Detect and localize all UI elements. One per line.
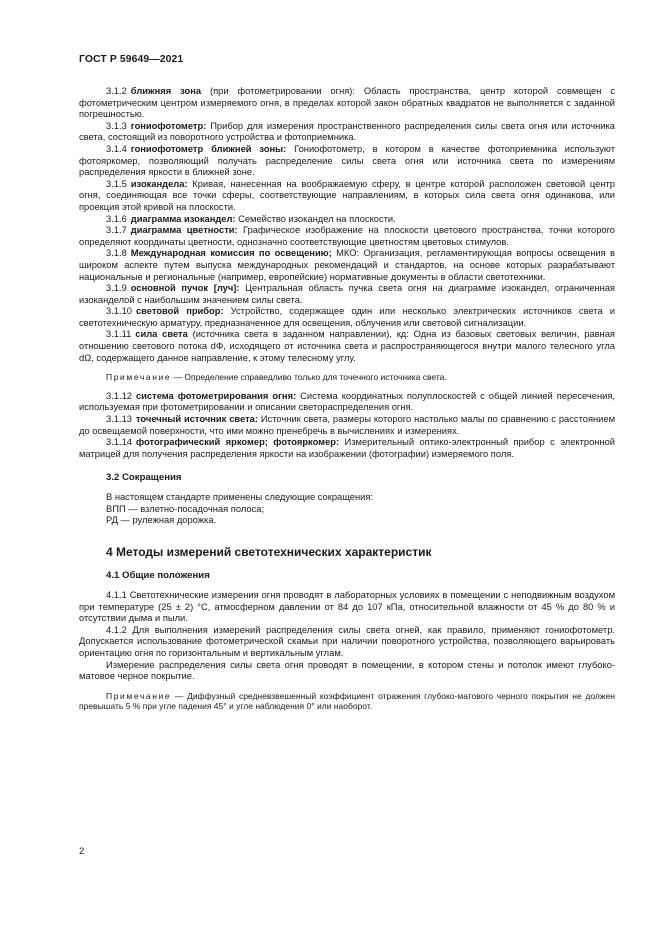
definition-text: Графическое изображение на плоскости цветового пространства, точки которого определяют координаты цветности, однозначно соответствующие цветностям цветовых стимулов. <box>79 225 615 247</box>
definition-term: Международная комиссия по освещению; <box>130 248 332 259</box>
definition <box>79 391 615 414</box>
definition-number: 3.1.10 <box>106 306 132 317</box>
paragraph: 4.1.1 Светотехнические измерения огня проводят в лабораторных условиях в помещении с неподвижным воздухом при температуре (25 ± 2) °С, атмосферном давлении от 84 до 107 кПа, относительной влажности от 45 % до 80 % и отсутствии дыма и пыли. <box>79 589 615 624</box>
definition <box>79 248 615 283</box>
definition-term: световой прибор: <box>135 306 224 317</box>
definition-term: система фотометрирования огня: <box>135 390 297 401</box>
definition-number: 3.1.7 <box>106 225 127 236</box>
paragraph: Измерение распределения силы света огня проводят в помещении, в котором стены и потолок имеют глубоко-матовое черное покрытие. <box>79 659 615 682</box>
definition-term: диаграмма цветности: <box>130 225 238 236</box>
note <box>79 691 615 712</box>
paragraph: 4.1.2 Для выполнения измерений распределения силы света огней, как правило, применяют гониофотометр. Допускается использование фотометрической скамьи при наличии поворотного устройства, позволяющего варьировать ориентацию огня по горизонтальным и вертикальным углам. <box>79 624 615 658</box>
note-label: Примечание <box>106 690 172 701</box>
definition-number: 3.1.11 <box>106 329 132 340</box>
abbreviation-item: ВПП — взлетно-посадочная полоса; <box>106 503 265 514</box>
definition <box>79 283 615 306</box>
definition-number: 3.1.5 <box>106 178 127 189</box>
definition-term: диаграмма изокандел: <box>130 213 236 224</box>
definitions-list-b <box>79 391 615 461</box>
definition-number: 3.1.6 <box>106 213 127 224</box>
definition-number: 3.1.12 <box>106 390 132 401</box>
definition-number: 3.1.3 <box>106 120 127 131</box>
definition-number: 3.1.9 <box>106 283 127 294</box>
definition-term: сила света <box>135 329 188 340</box>
definition-number: 3.1.13 <box>106 414 132 425</box>
document-body <box>79 86 615 712</box>
note <box>79 372 615 383</box>
definition-text: Источник света, размеры которого настолько малы по сравнению с расстоянием до освещаемой поверхности, что ими можно пренебречь в вычислениях и измерениях. <box>79 414 616 436</box>
abbreviations-intro: В настоящем стандарте применены следующие сокращения: <box>106 492 374 502</box>
page-number: 2 <box>79 846 85 857</box>
definition <box>79 179 615 214</box>
definition-term: фотографический яркомер; фотояркомер: <box>135 437 340 448</box>
definition <box>79 437 615 460</box>
definition-number: 3.1.8 <box>106 248 127 259</box>
note-text: — Определение справедливо только для точечного источника света. <box>171 372 447 383</box>
definition-text: МКО: Организация, регламентирующая вопросы освещения в широком аспекте путем выпуска международных рекомендаций и стандартов, на основе которых разрабатывают национальные и региональные (например, европейские) нормативные документы в области светотехники. <box>79 248 615 282</box>
definition-text: Семейство изокандел на плоскости. <box>235 213 396 224</box>
definition <box>79 225 615 248</box>
subsection-heading: 4.1 Общие положения <box>106 570 210 582</box>
definitions-list-a <box>79 86 615 364</box>
note-text: — Диффузный средневзвешенный коэффициент отражения глубоко-матового черного покрытия не должен превышать 5 % при угле падения 45° и угле наблюдения 0° или наоборот. <box>79 690 615 712</box>
definition-number: 3.1.2 <box>106 86 127 96</box>
section-heading: 3.2 Сокращения <box>106 472 182 484</box>
definition <box>79 121 615 144</box>
definition <box>79 86 615 121</box>
definition-text: Прибор для измерения пространственного распределения силы света огня или источника света, состоящий из поворотного устройства и фотоприемника. <box>79 120 615 143</box>
definition-text: Устройство, содержащее один или несколько электрических источников света и светотехническую арматуру, предназначенное для освещения, облучения или световой сигнализации. <box>79 306 615 328</box>
definition-term: гониофотометр: <box>130 120 207 131</box>
definition-number: 3.1.4 <box>106 143 127 154</box>
definition-term: изокандела: <box>130 178 188 189</box>
definition-text: Измерительный оптико-электронный прибор с электронной матрицей для получения распределения яркости на изображении (фотографии) измеряемого поля. <box>79 437 616 459</box>
definition-text: (источника света в заданном направлении), кд: Одна из базовых световых величин, равная отношению светового потока dΦ, исходящего от источника света и распространяющегося внутри малого телесного угла dΩ, содержащего данное направление, к этому телесному углу. <box>79 329 615 363</box>
definition-number: 3.1.14 <box>106 437 132 448</box>
definition-text: (при фотометрировании огня): Область пространства, центр которой совмещен с фотометрическим центром измеряемого огня, в пределах которой закон обратных квадратов не выполняется с заданной погрешностью. <box>79 86 615 120</box>
definition <box>79 214 615 226</box>
chapter-heading: 4 Методы измерений светотехнических характеристик <box>106 544 432 559</box>
definition-text: Гониофотометр, в котором в качестве фотоприемника используют фотояркомер, позволяющий получать распределение силы света огня или источника света по измерениям распределения яркости в ближней зоне. <box>79 143 615 178</box>
definition-term: ближняя зона <box>130 86 202 96</box>
note-label: Примечание <box>106 372 172 383</box>
definition <box>79 306 615 329</box>
definition-term: гониофотометр ближней зоны: <box>130 143 287 154</box>
definition <box>79 329 615 364</box>
document-header: ГОСТ Р 59649—2021 <box>79 54 184 65</box>
definition <box>79 144 615 179</box>
definition-text: Центральная область пучка света огня на диаграмме изокандел, ограниченная изоканделой с наибольшим значением силы света. <box>79 283 615 305</box>
definition-text: Система координатных полуплоскостей с общей линией пересечения, используемая при фотометрировании и описании светораспределения огня. <box>79 390 616 413</box>
abbreviation-item: РД — рулежная дорожка. <box>106 515 217 526</box>
definition-text: Кривая, нанесенная на воображаемую сферу, в центре которой расположен световой центр огня, соединяющая все точки сферы, соответствующие направлениям, в которых сила света огня одинакова, или проекция этой кривой на плоскости. <box>79 178 615 212</box>
definition <box>79 414 615 437</box>
definition-term: основной пучок [луч]: <box>130 283 240 294</box>
definition-term: точечный источник света: <box>135 414 258 425</box>
